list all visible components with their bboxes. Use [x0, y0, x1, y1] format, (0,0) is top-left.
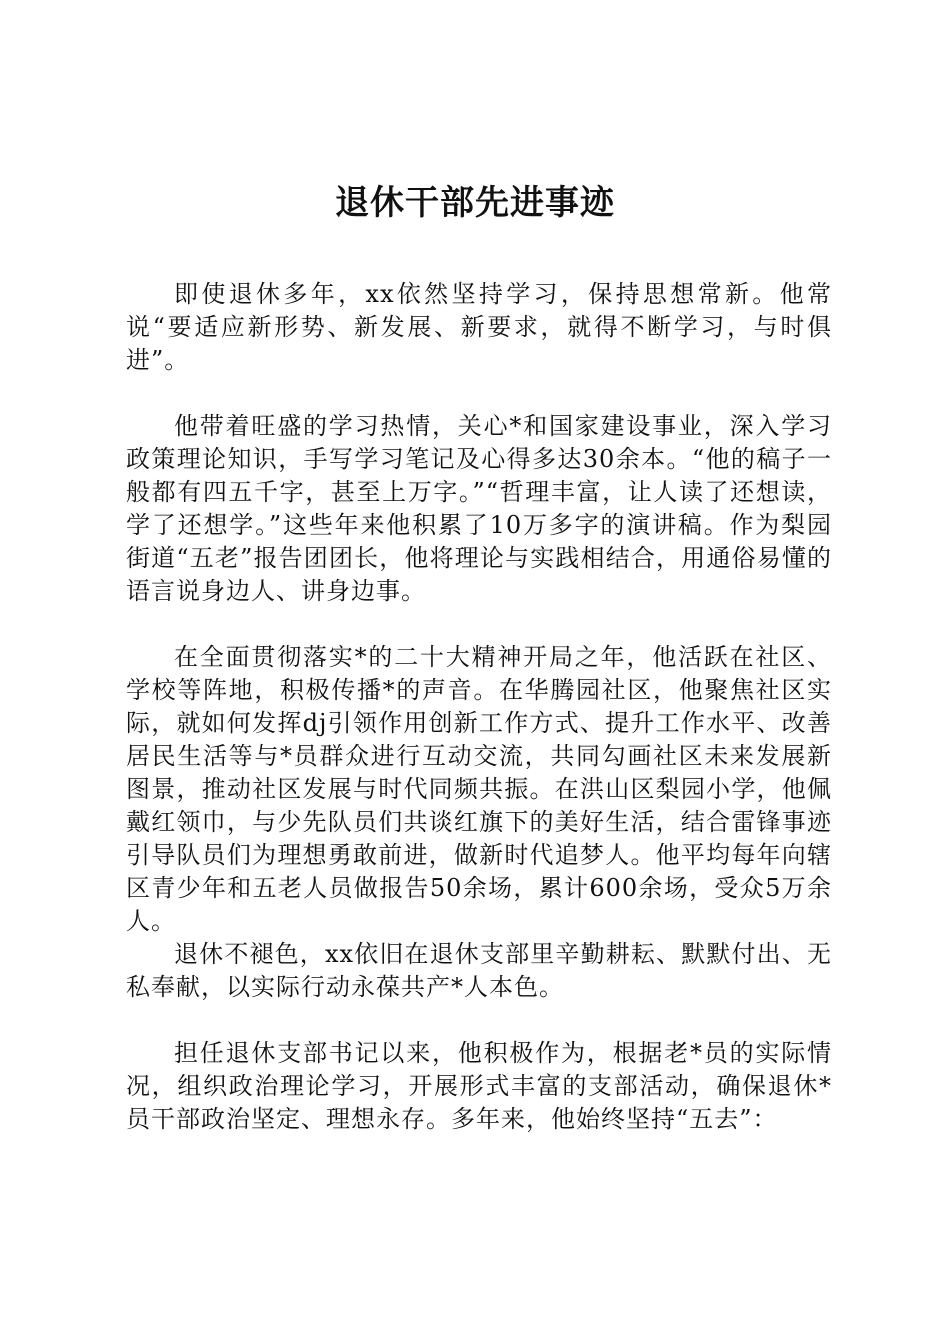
paragraph-2: 他带着旺盛的学习热情，关心*和国家建设事业，深入学习政策理论知识，手写学习笔记及心得多达30余本。“他的稿子一般都有四五千字，甚至上万字。”“哲理丰富，让人读了还想读，学了还想学。”这些年来他积累了10万多字的演讲稿。作为梨园街道“五老”报告团团长，他将理论与实践相结合，用通俗易懂的语言说身边人、讲身边事。	[126, 412, 832, 605]
document-body	[126, 278, 832, 1136]
paragraph-4: 退休不褪色，xx依旧在退休支部里辛勤耕耘、默默付出、无私奉献，以实际行动永葆共产*人本色。	[126, 940, 832, 1001]
document-title: 退休干部先进事迹	[335, 183, 615, 223]
paragraph-5: 担任退休支部书记以来，他积极作为，根据老*员的实际情况，组织政治理论学习，开展形式丰富的支部活动，确保退休*员干部政治坚定、理想永存。多年来，他始终坚持“五去”：	[126, 1039, 832, 1133]
paragraph-1: 即使退休多年，xx依然坚持学习，保持思想常新。他常说“要适应新形势、新发展、新要求，就得不断学习，与时俱进”。	[126, 280, 832, 374]
paragraph-3: 在全面贯彻落实*的二十大精神开局之年，他活跃在社区、学校等阵地，积极传播*的声音。在华腾园社区，他聚焦社区实际，就如何发挥dj引领作用创新工作方式、提升工作水平、改善居民生活等与*员群众进行互动交流，共同勾画社区未来发展新图景，推动社区发展与时代同频共振。在洪山区梨园小学，他佩戴红领巾，与少先队员们共谈红旗下的美好生活，结合雷锋事迹引导队员们为理想勇敢前进，做新时代追梦人。他平均每年向辖区青少年和五老人员做报告50余场，累计600余场，受众5万余人。	[126, 643, 832, 935]
